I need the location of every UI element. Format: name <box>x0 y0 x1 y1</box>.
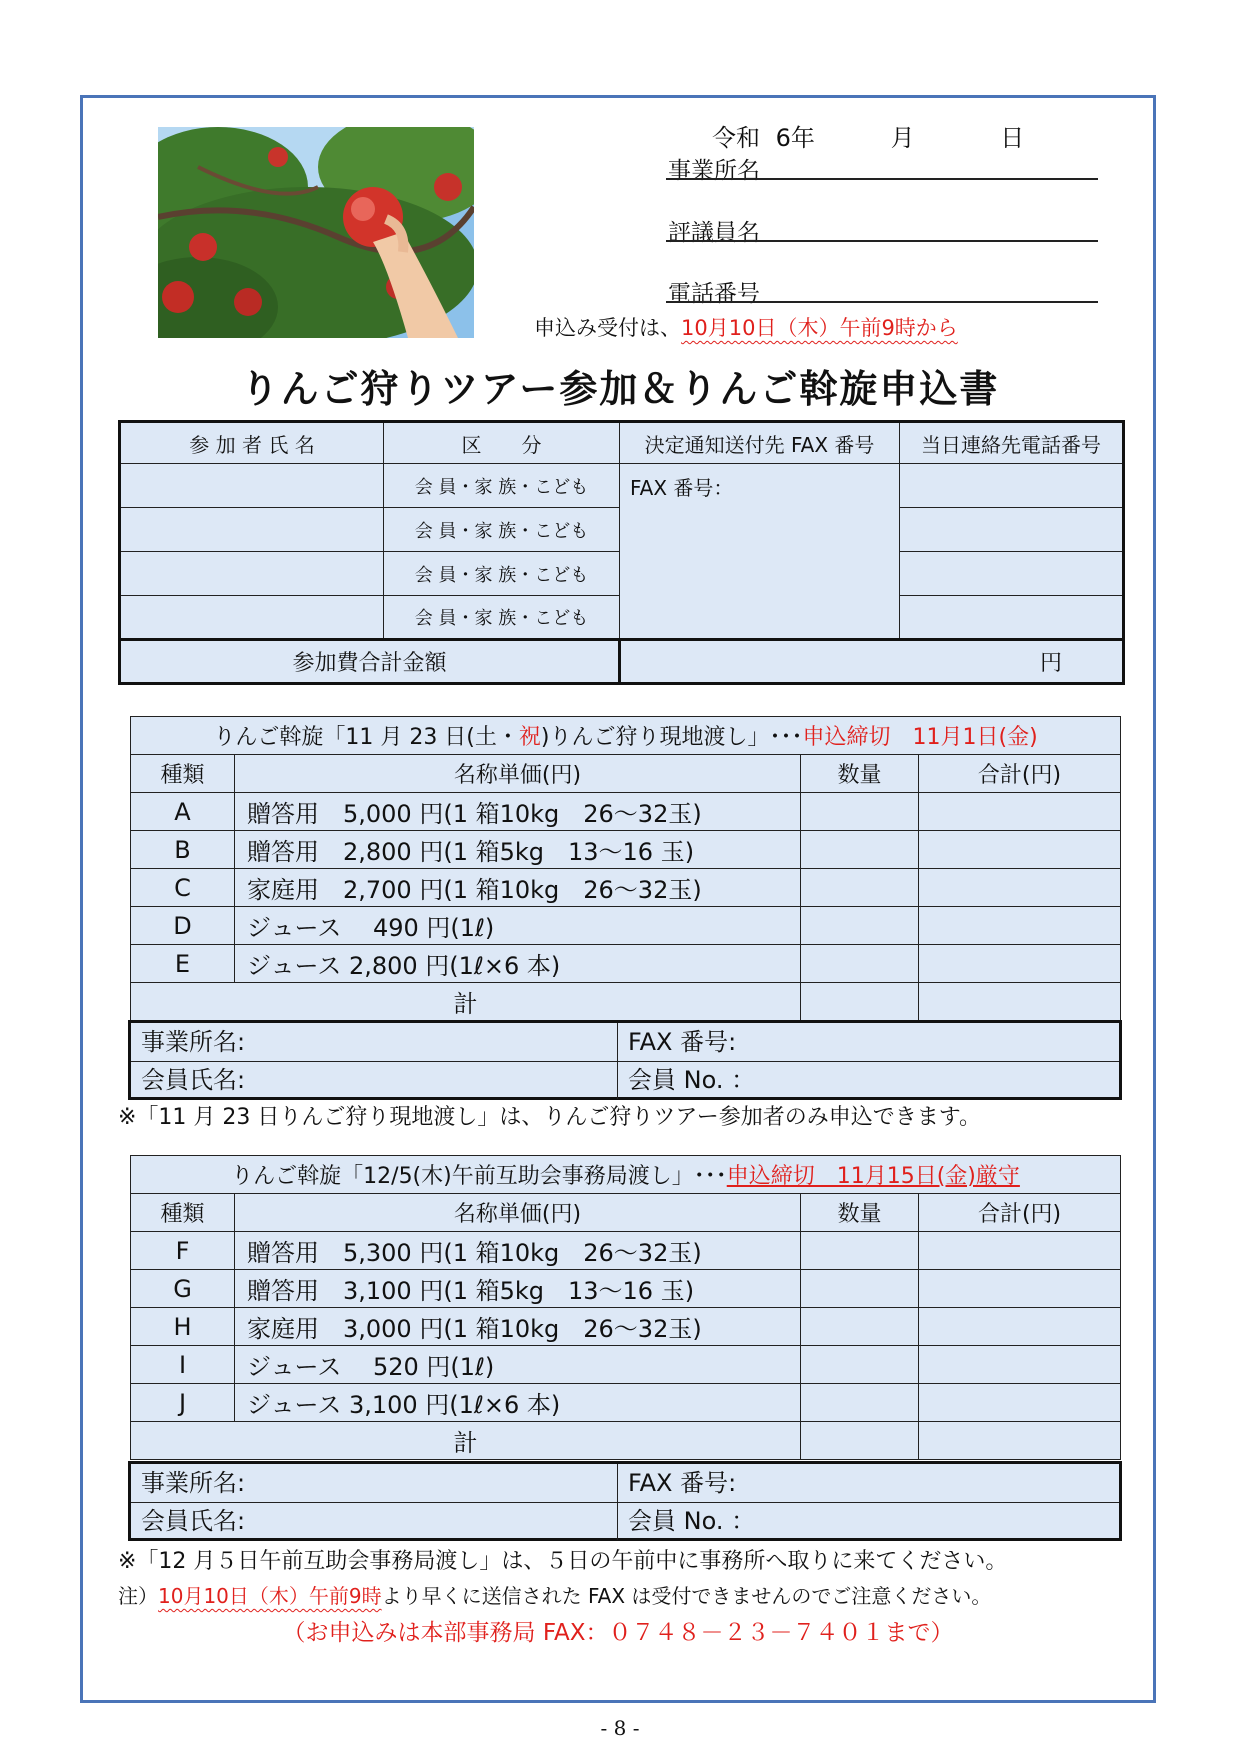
note-3-prefix: 注） <box>118 1584 158 1608</box>
order2-qty-j[interactable] <box>801 1384 919 1422</box>
order1-sum-total[interactable] <box>919 983 1121 1021</box>
order1-sum-qty[interactable] <box>801 983 919 1021</box>
order2-type-h: H <box>131 1308 235 1346</box>
order2-total-g[interactable] <box>919 1270 1121 1308</box>
order2-fax-label: FAX 番号: <box>628 1469 737 1497</box>
order1-office-field[interactable] <box>131 1023 618 1061</box>
apple-picking-photo <box>158 127 474 338</box>
table-row <box>131 907 1121 945</box>
table-row <box>131 793 1121 831</box>
note-3-deadline: 10月10日（木）午前9時 <box>158 1584 382 1608</box>
order1-name-b: 贈答用 2,800 円(1 箱5kg 13～16 玉) <box>235 831 801 869</box>
order2-type-j: J <box>131 1384 235 1422</box>
order1-total-d[interactable] <box>919 907 1121 945</box>
order1-qty-b[interactable] <box>801 831 919 869</box>
order1-qty-c[interactable] <box>801 869 919 907</box>
total-fee-label: 参加費合計金額 <box>120 640 620 684</box>
date-month: 月 <box>890 124 915 152</box>
order1-name-c: 家庭用 2,700 円(1 箱10kg 26～32玉) <box>235 869 801 907</box>
order1-type-e: E <box>131 945 235 983</box>
phone-label: 電話番号 <box>668 281 760 307</box>
order1-title-b: )りんご狩り現地渡し」･･･ <box>540 725 803 750</box>
order2-member-no-field[interactable] <box>618 1502 1119 1540</box>
order1-type-b: B <box>131 831 235 869</box>
order2-type-g: G <box>131 1270 235 1308</box>
table-row <box>131 945 1121 983</box>
order2-member-label: 会員氏名: <box>141 1507 246 1535</box>
order2-total-i[interactable] <box>919 1346 1121 1384</box>
order1-office-label: 事業所名: <box>141 1028 246 1056</box>
phone-cell-4[interactable] <box>900 596 1124 640</box>
order2-total-f[interactable] <box>919 1232 1121 1270</box>
date-year: 6年 <box>775 124 815 152</box>
date-day: 日 <box>1000 124 1025 152</box>
order1-fax-label: FAX 番号: <box>628 1028 737 1056</box>
order2-qty-i[interactable] <box>801 1346 919 1384</box>
table-row <box>131 1232 1121 1270</box>
order2-total-j[interactable] <box>919 1384 1121 1422</box>
order2-fax-field[interactable] <box>618 1464 1119 1502</box>
order1-member-field[interactable] <box>131 1061 618 1099</box>
order1-member-label: 会員氏名: <box>141 1066 246 1094</box>
order2-name-i: ジュース 520 円(1ℓ) <box>235 1346 801 1384</box>
order2-office-label: 事業所名: <box>141 1469 246 1497</box>
order2-deadline: 申込締切 11月15日(金)厳守 <box>726 1164 1020 1189</box>
order1-col-name: 名称単価(円) <box>235 755 801 793</box>
order2-sum-qty[interactable] <box>801 1422 919 1460</box>
participant-name-1[interactable] <box>120 464 384 508</box>
order1-deadline: 申込締切 11月1日(金) <box>802 725 1038 750</box>
reception-notice <box>534 312 958 342</box>
yen-unit: 円 <box>1039 651 1062 676</box>
phone-cell-1[interactable] <box>900 464 1124 508</box>
order1-name-e: ジュース 2,800 円(1ℓ×6 本) <box>235 945 801 983</box>
order1-member-no-field[interactable] <box>618 1061 1119 1099</box>
table-row <box>131 831 1121 869</box>
order1-total-a[interactable] <box>919 793 1121 831</box>
order2-col-name: 名称単価(円) <box>235 1194 801 1232</box>
order2-sum-label: 計 <box>131 1422 801 1460</box>
phone-cell-2[interactable] <box>900 508 1124 552</box>
reception-prefix: 申込み受付は、 <box>534 316 681 340</box>
table-row <box>131 1308 1121 1346</box>
phone-cell-3[interactable] <box>900 552 1124 596</box>
date-line <box>712 118 1032 153</box>
order1-total-b[interactable] <box>919 831 1121 869</box>
page-title: りんご狩りツアー参加＆りんご斡旋申込書 <box>240 367 1000 411</box>
order2-name-j: ジュース 3,100 円(1ℓ×6 本) <box>235 1384 801 1422</box>
order1-qty-a[interactable] <box>801 793 919 831</box>
order2-title-a: りんご斡旋「12/5(木)午前互助会事務局渡し」･･･ <box>231 1164 727 1189</box>
order1-type-c: C <box>131 869 235 907</box>
order2-col-total: 合計(円) <box>919 1194 1121 1232</box>
header-participant-name: 参 加 者 氏 名 <box>120 422 384 464</box>
order1-total-c[interactable] <box>919 869 1121 907</box>
order1-col-type: 種類 <box>131 755 235 793</box>
note-3-suffix: より早くに送信された FAX は受付できませんのでご注意ください。 <box>381 1584 992 1608</box>
order2-title <box>131 1156 1121 1194</box>
order2-sum-total[interactable] <box>919 1422 1121 1460</box>
page-number: - 8 - <box>600 1716 640 1740</box>
participants-table <box>118 420 1125 685</box>
category-options-3[interactable]: 会 員・家 族・こども <box>384 552 620 596</box>
order1-title <box>131 717 1121 755</box>
office-label: 事業所名 <box>668 158 760 184</box>
order1-qty-d[interactable] <box>801 907 919 945</box>
order1-col-total: 合計(円) <box>919 755 1121 793</box>
header-fax: 決定通知送付先 FAX 番号 <box>620 422 900 464</box>
order1-fax-field[interactable] <box>618 1023 1119 1061</box>
order2-member-field[interactable] <box>131 1502 618 1540</box>
councillor-label: 評議員名 <box>668 220 760 246</box>
order2-total-h[interactable] <box>919 1308 1121 1346</box>
order1-type-a: A <box>131 793 235 831</box>
order2-qty-f[interactable] <box>801 1232 919 1270</box>
order1-member-no-label: 会員 No. ： <box>628 1066 756 1094</box>
phone-field[interactable] <box>666 301 1098 303</box>
contact-fax: （お申込みは本部事務局 FAX：０７４８－２３－７４０１まで） <box>282 1620 954 1646</box>
office-field[interactable] <box>666 178 1098 180</box>
note-2: ※「12 月５日午前互助会事務局渡し」は、５日の午前中に事務所へ取りに来てください。 <box>118 1549 1008 1574</box>
order-table-2 <box>130 1155 1121 1460</box>
order2-type-f: F <box>131 1232 235 1270</box>
date-era: 令和 <box>712 124 760 152</box>
order2-name-f: 贈答用 5,300 円(1 箱10kg 26～32玉) <box>235 1232 801 1270</box>
order1-total-e[interactable] <box>919 945 1121 983</box>
order2-applicant-box <box>128 1461 1122 1541</box>
reception-time: 10月10日（木）午前9時から <box>681 316 958 340</box>
order1-sum-label: 計 <box>131 983 801 1021</box>
header-phone: 当日連絡先電話番号 <box>900 422 1124 464</box>
table-row <box>131 1346 1121 1384</box>
order1-applicant-box <box>128 1020 1122 1100</box>
header-category: 区 分 <box>384 422 620 464</box>
table-row <box>131 869 1121 907</box>
order1-type-d: D <box>131 907 235 945</box>
order1-qty-e[interactable] <box>801 945 919 983</box>
order2-qty-h[interactable] <box>801 1308 919 1346</box>
order1-holiday: 祝 <box>518 725 541 750</box>
table-row <box>131 1384 1121 1422</box>
councillor-field[interactable] <box>666 240 1098 242</box>
category-options-4[interactable]: 会 員・家 族・こども <box>384 596 620 640</box>
order2-office-field[interactable] <box>131 1464 618 1502</box>
order1-col-qty: 数量 <box>801 755 919 793</box>
participant-name-3[interactable] <box>120 552 384 596</box>
participant-name-2[interactable] <box>120 508 384 552</box>
order2-type-i: I <box>131 1346 235 1384</box>
note-3 <box>118 1580 991 1609</box>
order2-name-h: 家庭用 3,000 円(1 箱10kg 26～32玉) <box>235 1308 801 1346</box>
fax-number-label: FAX 番号： <box>630 476 734 500</box>
order-table-1 <box>130 716 1121 1021</box>
category-options-1[interactable]: 会 員・家 族・こども <box>384 464 620 508</box>
table-row <box>131 1270 1121 1308</box>
order2-member-no-label: 会員 No. ： <box>628 1507 756 1535</box>
order1-title-a: りんご斡旋「11 月 23 日(土・ <box>213 725 519 750</box>
participant-name-4[interactable] <box>120 596 384 640</box>
order1-name-d: ジュース 490 円(1ℓ) <box>235 907 801 945</box>
order2-col-qty: 数量 <box>801 1194 919 1232</box>
fax-number-field[interactable] <box>620 464 900 640</box>
order1-name-a: 贈答用 5,000 円(1 箱10kg 26～32玉) <box>235 793 801 831</box>
note-1: ※「11 月 23 日りんご狩り現地渡し」は、りんご狩りツアー参加者のみ申込できます。 <box>118 1105 981 1130</box>
order2-col-type: 種類 <box>131 1194 235 1232</box>
order2-qty-g[interactable] <box>801 1270 919 1308</box>
order2-name-g: 贈答用 3,100 円(1 箱5kg 13～16 玉) <box>235 1270 801 1308</box>
total-fee-field[interactable] <box>620 640 1124 684</box>
category-options-2[interactable]: 会 員・家 族・こども <box>384 508 620 552</box>
